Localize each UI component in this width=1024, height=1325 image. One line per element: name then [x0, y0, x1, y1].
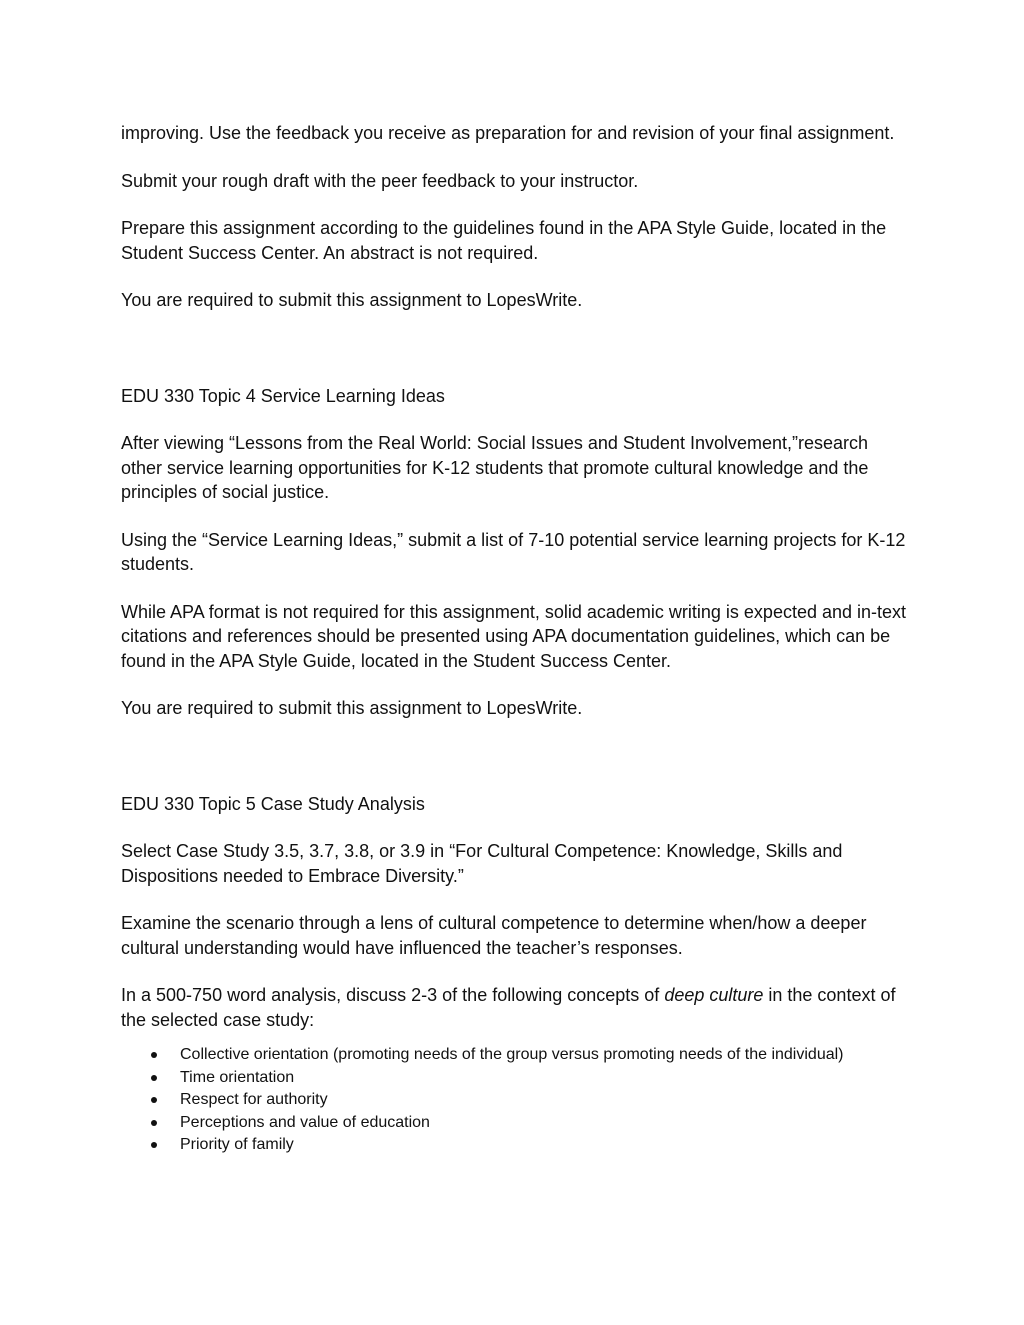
bullet-icon	[151, 1142, 157, 1148]
list-item	[121, 1134, 911, 1157]
topic4-paragraph-4: You are required to submit this assignment to LopesWrite.	[121, 698, 583, 718]
topic5-paragraph-3-text-before: In a 500-750 word analysis, discuss 2-3 of the following concepts of	[121, 985, 665, 1005]
bullet-icon	[151, 1120, 157, 1126]
bullet-icon	[151, 1075, 157, 1081]
bullet-icon	[151, 1097, 157, 1103]
topic5-paragraph-3	[121, 983, 911, 1032]
topic5-paragraph-2: Examine the scenario through a lens of cultural competence to determine when/how a deeper cultural understanding would have influenced the teacher’s responses.	[121, 913, 867, 958]
list-item-text: Collective orientation (promoting needs of the group versus promoting needs of the individual)	[180, 1046, 844, 1063]
bullet-icon	[151, 1052, 157, 1058]
list-item	[121, 1089, 911, 1112]
document-body	[121, 121, 911, 1157]
topic4-paragraph-2: Using the “Service Learning Ideas,” submit a list of 7-10 potential service learning projects for K-12 students.	[121, 529, 906, 574]
list-item	[121, 1044, 911, 1067]
intro-paragraph-3: Prepare this assignment according to the guidelines found in the APA Style Guide, located in the Student Success Center. An abstract is not required.	[121, 218, 887, 263]
deep-culture-concepts-list	[121, 1044, 911, 1157]
list-item-text: Time orientation	[180, 1068, 295, 1086]
list-item-text: Priority of family	[180, 1136, 294, 1153]
list-item	[121, 1067, 911, 1090]
list-item	[121, 1112, 911, 1135]
list-item-text: Respect for authority	[180, 1091, 328, 1108]
topic5-paragraph-3-text-after: in the context of the selected case study:	[121, 985, 896, 1030]
intro-paragraph-1: improving. Use the feedback you receive as preparation for and revision of your final assignment.	[121, 123, 895, 143]
intro-paragraph-2: Submit your rough draft with the peer feedback to your instructor.	[121, 170, 639, 191]
topic5-paragraph-1: Select Case Study 3.5, 3.7, 3.8, or 3.9 in “For Cultural Competence: Knowledge, Skills and Dispositions needed to Embrace Diversity.”	[121, 841, 843, 886]
topic4-heading: EDU 330 Topic 4 Service Learning Ideas	[121, 385, 445, 406]
list-item-text: Perceptions and value of education	[180, 1113, 430, 1131]
intro-paragraph-4: You are required to submit this assignment to LopesWrite.	[121, 290, 583, 310]
topic4-paragraph-1: After viewing “Lessons from the Real World: Social Issues and Student Involvement,”research other service learning opportunities for K-12 students that promote cultural knowledge and the principles of social justice.	[121, 433, 869, 502]
topic5-heading: EDU 330 Topic 5 Case Study Analysis	[121, 793, 425, 814]
topic4-paragraph-3: While APA format is not required for this assignment, solid academic writing is expected and in-text citations and references should be presented using APA documentation guidelines, which can be found in the APA Style Guide, located in the Student Success Center.	[121, 601, 907, 671]
deep-culture-emphasis: deep culture	[664, 985, 764, 1005]
